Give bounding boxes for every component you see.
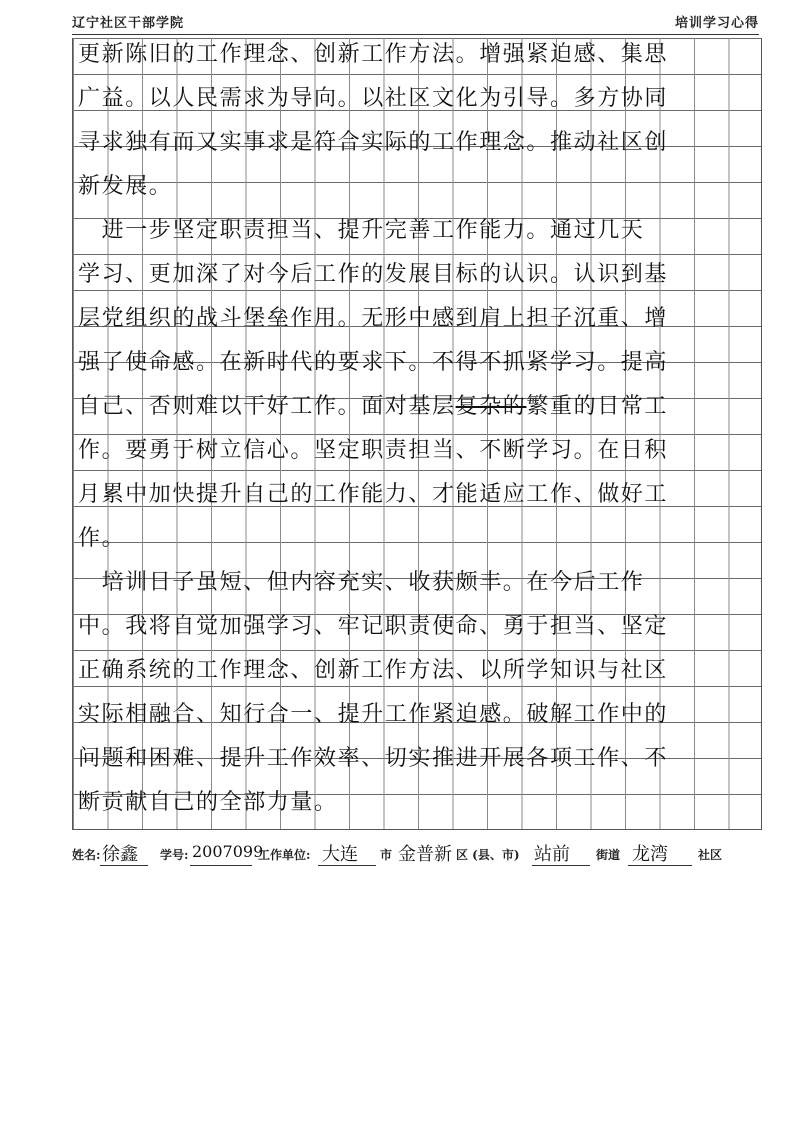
name-underline <box>100 865 148 866</box>
text-line: 作。要勇于树立信心。坚定职责担当、不断学习。在日积 <box>78 438 669 463</box>
street-underline <box>532 865 590 866</box>
district-value: 金普新 <box>398 844 452 865</box>
street-value: 站前 <box>534 844 570 865</box>
text-line: 进一步坚定职责担当、提升完善工作能力。通过几天 <box>78 218 645 243</box>
header-rule <box>72 34 759 35</box>
community-underline <box>628 865 692 866</box>
text-line: 层党组织的战斗堡垒作用。无形中感到肩上担子沉重、增 <box>78 306 669 331</box>
text-line: 广益。以人民需求为导向。以社区文化为引导。多方协同 <box>78 86 669 111</box>
text-line: 寻求独有而又实事求是符合实际的工作理念。推动社区创 <box>78 130 669 155</box>
text-line: 新发展。 <box>78 174 173 199</box>
text-line: 正确系统的工作理念、创新工作方法、以所学知识与社区 <box>78 658 669 683</box>
text-line: 断贡献自己的全部力量。 <box>78 790 338 815</box>
name-label: 姓名: <box>72 848 101 862</box>
name-value: 徐鑫 <box>102 844 138 865</box>
text-line: 中。我将自觉加强学习、牢记职责使命、勇于担当、坚定 <box>78 614 669 639</box>
text-line: 学习、更加深了对今后工作的发展目标的认识。认识到基 <box>78 262 669 287</box>
text-line: 作。 <box>78 526 126 551</box>
community-value: 龙湾 <box>632 844 668 865</box>
student-id-label: 学号: <box>160 848 189 862</box>
text-line: 更新陈旧的工作理念、创新工作方法。增强紧迫感、集思 <box>78 42 669 67</box>
street-suffix: 街道 <box>596 848 621 862</box>
page-header <box>72 6 759 32</box>
document-title: 培训学习心得 <box>674 16 759 31</box>
district-suffix: 区 (县、市) <box>456 848 520 862</box>
blank-lower-margin <box>0 872 799 1131</box>
city-value: 大连 <box>322 844 358 865</box>
text-line: 培训日子虽短、但内容充实、收获颇丰。在今后工作 <box>78 570 645 595</box>
text-line: 强了使命感。在新时代的要求下。不得不抓紧学习。提高 <box>78 350 669 375</box>
city-underline <box>318 865 376 866</box>
text-line: 实际相融合、知行合一、提升工作紧迫感。破解工作中的 <box>78 702 669 727</box>
student-info-footer <box>72 840 759 870</box>
text-line: 自己、否则难以干好工作。面对基层复杂的繁重的日常工 <box>78 394 669 419</box>
text-line: 月累中加快提升自己的工作能力、才能适应工作、做好工 <box>78 482 669 507</box>
institution-name: 辽宁社区干部学院 <box>72 16 185 31</box>
student-id-underline <box>190 865 252 866</box>
struck-text: 复杂的 <box>455 394 527 419</box>
community-suffix: 社区 <box>698 848 723 862</box>
text-line: 问题和困难、提升工作效率、切实推进开展各项工作、不 <box>78 746 669 771</box>
student-id-value: 2007099 <box>192 842 264 861</box>
city-suffix: 市 <box>380 848 393 862</box>
work-unit-label: 工作单位: <box>258 848 311 862</box>
